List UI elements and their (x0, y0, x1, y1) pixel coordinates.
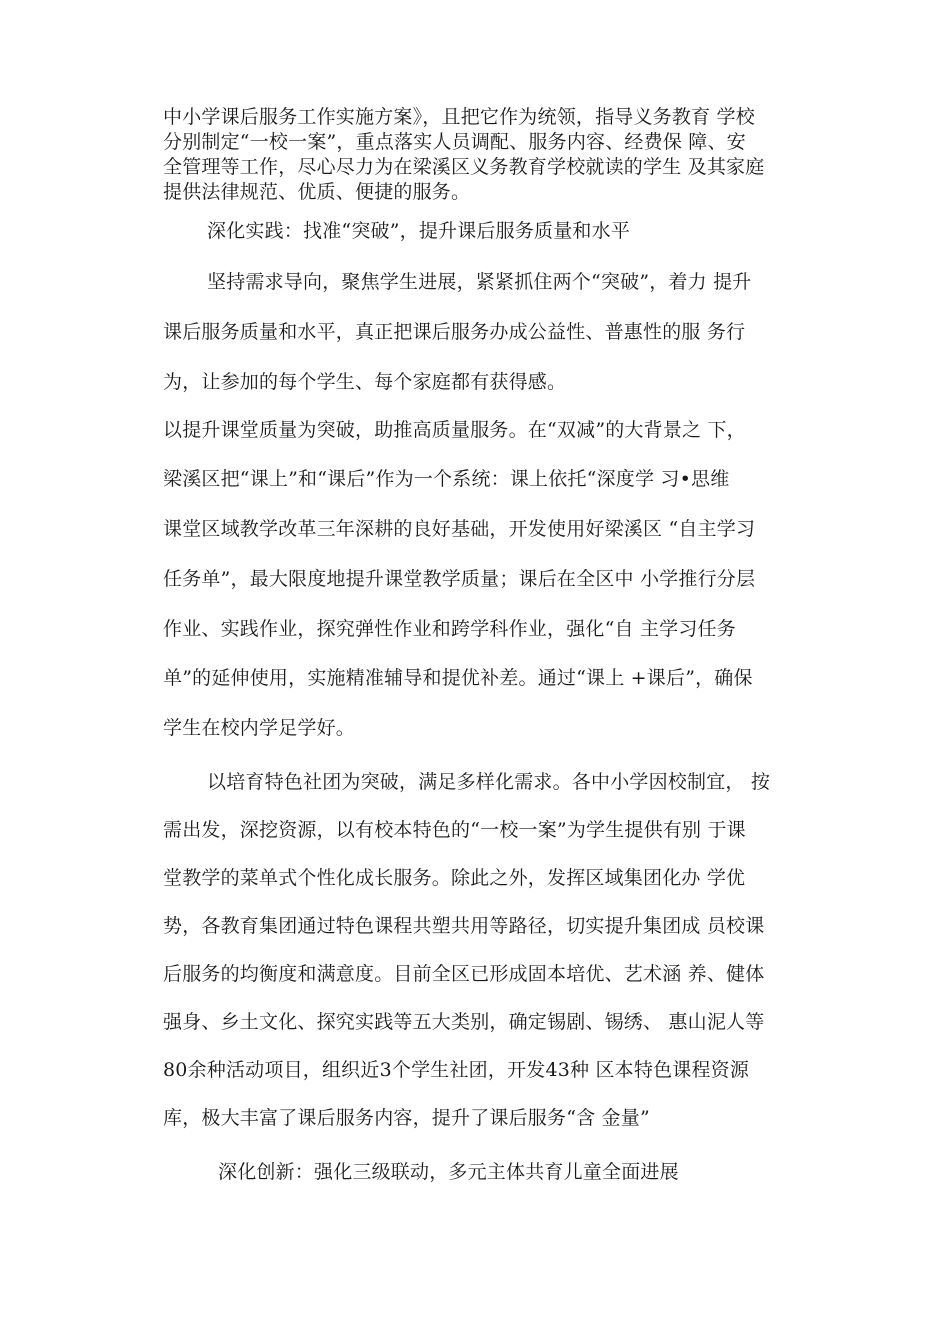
paragraph-3-line-7: 学生在校内学足学好。 (163, 717, 356, 739)
paragraph-3-line-2: 梁溪区把“课上”和“课后”作为一个系统：课上依托“深度学 习•思维 (163, 468, 730, 490)
paragraph-1-line-2: 分别制定“一校一案”，重点落实人员调配、服务内容、经费保 障、安 (163, 131, 746, 153)
paragraph-3-line-6: 单”的延伸使用，实施精准辅导和提优补差。通过“课上 +课后”，确保 (163, 667, 753, 689)
paragraph-1-line-1: 中小学课后服务工作实施方案》，且把它作为统领，指导义务教育 学校 (163, 106, 755, 128)
paragraph-2-line-2: 课后服务质量和水平，真正把课后服务办成公益性、普惠性的服 务行 (163, 321, 746, 343)
paragraph-3-line-1: 以提升课堂质量为突破，助推高质量服务。在“双减”的大背景之 下， (163, 419, 746, 441)
paragraph-4-line-7: 80余种活动项目，组织近3个学生社团，开发43种 区本特色课程资源 (163, 1059, 750, 1081)
section-heading-1: 深化实践：找准“突破”，提升课后服务质量和水平 (207, 220, 631, 242)
paragraph-3-line-3: 课堂区域教学改革三年深耕的良好基础，开发使用好梁溪区 “自主学习 (163, 518, 756, 540)
paragraph-4-line-3: 堂教学的菜单式个性化成长服务。除此之外，发挥区域集团化办 学优 (163, 867, 746, 889)
paragraph-1-line-4: 提供法律规范、优质、便捷的服务。 (163, 181, 471, 203)
paragraph-2-line-3: 为，让参加的每个学生、每个家庭都有获得感。 (163, 371, 567, 393)
paragraph-4-line-5: 后服务的均衡度和满意度。目前全区已形成固本培优、艺术涵 养、健体 (163, 963, 765, 985)
paragraph-3-line-5: 作业、实践作业，探究弹性作业和跨学科作业，强化“自 主学习任务 (163, 618, 736, 640)
section-heading-2: 深化创新：强化三级联动，多元主体共育儿童全面进展 (218, 1161, 679, 1183)
paragraph-4-line-4: 势，各教育集团通过特色课程共塑共用等路径，切实提升集团成 员校课 (163, 915, 765, 937)
paragraph-3-line-4: 任务单”，最大限度地提升课堂教学质量；课后在全区中 小学推行分层 (163, 568, 756, 590)
paragraph-4-line-1: 以培育特色社团为突破，满足多样化需求。各中小学因校制宜， 按 (207, 771, 771, 793)
paragraph-4-line-6: 强身、乡土文化、探究实践等五大类别，确定锡剧、锡绣、 惠山泥人等 (163, 1011, 765, 1033)
paragraph-1-line-3: 全管理等工作，尽心尽力为在梁溪区义务教育学校就读的学生 及其家庭 (163, 156, 765, 178)
paragraph-4-line-8: 库，极大丰富了课后服务内容，提升了课后服务“含 金量” (163, 1107, 650, 1129)
paragraph-2-line-1: 坚持需求导向，聚焦学生进展，紧紧抓住两个“突破”，着力 提升 (207, 271, 752, 293)
paragraph-4-line-2: 需出发，深挖资源，以有校本特色的“一校一案”为学生提供有别 于课 (163, 819, 746, 841)
